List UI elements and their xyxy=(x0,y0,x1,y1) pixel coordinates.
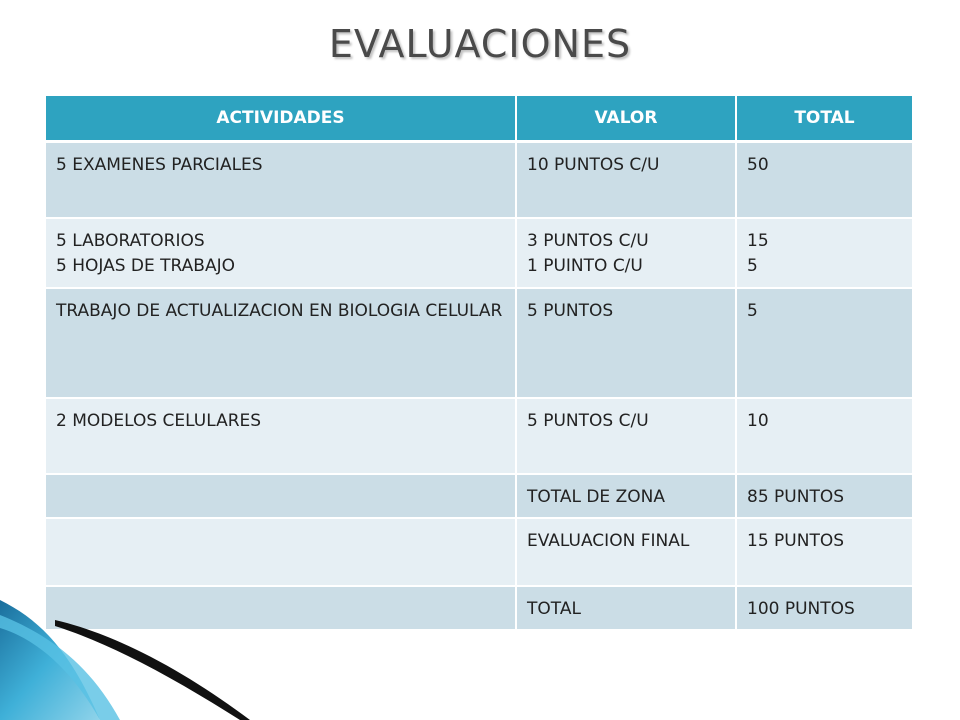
cell-total: 15 5 xyxy=(736,218,912,288)
cell-total: 10 xyxy=(736,398,912,474)
table-row xyxy=(46,474,912,518)
cell-value: EVALUACION FINAL xyxy=(516,518,736,586)
cell-activity: 5 EXAMENES PARCIALES xyxy=(46,142,516,219)
table-row xyxy=(46,288,912,398)
decorative-swoosh xyxy=(0,590,260,720)
cell-activity: TRABAJO DE ACTUALIZACION EN BIOLOGIA CELULAR xyxy=(46,288,516,398)
cell-total: 5 xyxy=(736,288,912,398)
header-valor: VALOR xyxy=(516,96,736,142)
table-header-row xyxy=(46,96,912,142)
cell-value: 3 PUNTOS C/U 1 PUINTO C/U xyxy=(516,218,736,288)
cell-total: 100 PUNTOS xyxy=(736,586,912,630)
cell-activity: 2 MODELOS CELULARES xyxy=(46,398,516,474)
header-actividades: ACTIVIDADES xyxy=(46,96,516,142)
cell-total: 85 PUNTOS xyxy=(736,474,912,518)
table-row xyxy=(46,218,912,288)
cell-value: TOTAL xyxy=(516,586,736,630)
cell-total: 15 PUNTOS xyxy=(736,518,912,586)
cell-activity: 5 LABORATORIOS 5 HOJAS DE TRABAJO xyxy=(46,218,516,288)
table-row xyxy=(46,142,912,219)
slide-title: EVALUACIONES xyxy=(328,22,632,66)
cell-value: 5 PUNTOS C/U xyxy=(516,398,736,474)
cell-total: 50 xyxy=(736,142,912,219)
table-row xyxy=(46,398,912,474)
header-total: TOTAL xyxy=(736,96,912,142)
cell-activity xyxy=(46,474,516,518)
evaluation-table xyxy=(46,96,912,631)
cell-value: TOTAL DE ZONA xyxy=(516,474,736,518)
cell-activity xyxy=(46,518,516,586)
cell-value: 5 PUNTOS xyxy=(516,288,736,398)
table-row xyxy=(46,518,912,586)
evaluation-table-container xyxy=(46,96,912,631)
cell-value: 10 PUNTOS C/U xyxy=(516,142,736,219)
